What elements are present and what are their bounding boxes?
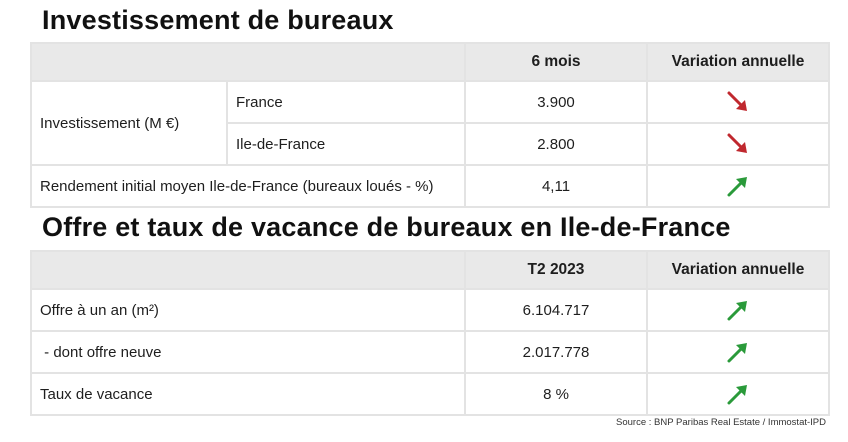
arrow-down-right-icon — [725, 135, 751, 152]
header-empty-cell — [31, 251, 465, 289]
header-empty-cell — [31, 43, 465, 81]
arrow-up-right-icon — [725, 343, 751, 360]
table-header-row — [31, 251, 829, 289]
arrow-up-right-icon — [725, 177, 751, 194]
header-variation: Variation annuelle — [647, 43, 829, 81]
header-period: 6 mois — [465, 43, 647, 81]
row-sublabel-idf: Ile-de-France — [227, 123, 465, 165]
section-title-offre: Offre et taux de vacance de bureaux en Ile-de-France — [42, 212, 731, 242]
table-row — [31, 331, 829, 373]
investment-table — [30, 42, 830, 208]
table-row — [31, 165, 829, 207]
value-offre-neuve: 2.017.778 — [465, 331, 647, 373]
row-label-investissement: Investissement (M €) — [31, 81, 227, 165]
row-label-offre: Offre à un an (m²) — [31, 289, 465, 331]
section-title-investissement: Investissement de bureaux — [42, 5, 394, 35]
row-label-rendement: Rendement initial moyen Ile-de-France (bureaux loués - %) — [31, 165, 465, 207]
header-variation: Variation annuelle — [647, 251, 829, 289]
table-row — [31, 289, 829, 331]
table-row — [31, 81, 829, 123]
value-vacance: 8 % — [465, 373, 647, 415]
trend-cell — [647, 331, 829, 373]
source-note: Source : BNP Paribas Real Estate / Immostat-IPD — [616, 417, 826, 428]
trend-cell — [647, 373, 829, 415]
header-period: T2 2023 — [465, 251, 647, 289]
table-header-row — [31, 43, 829, 81]
trend-cell — [647, 81, 829, 123]
row-sublabel-france: France — [227, 81, 465, 123]
row-label-offre-neuve: - dont offre neuve — [31, 331, 465, 373]
offer-table — [30, 250, 830, 416]
arrow-down-right-icon — [725, 93, 751, 110]
value-france: 3.900 — [465, 81, 647, 123]
trend-cell — [647, 123, 829, 165]
trend-cell — [647, 289, 829, 331]
arrow-up-right-icon — [725, 301, 751, 318]
value-offre: 6.104.717 — [465, 289, 647, 331]
row-label-vacance: Taux de vacance — [31, 373, 465, 415]
arrow-up-right-icon — [725, 385, 751, 402]
trend-cell — [647, 165, 829, 207]
value-rendement: 4,11 — [465, 165, 647, 207]
value-idf: 2.800 — [465, 123, 647, 165]
table-row — [31, 373, 829, 415]
